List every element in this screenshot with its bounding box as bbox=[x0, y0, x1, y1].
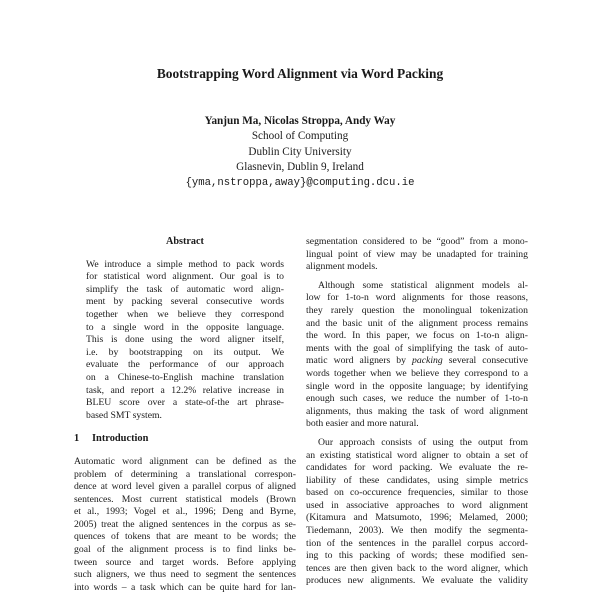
text-line: words together when we believe they correspond to a bbox=[306, 367, 528, 379]
text-line: low for 1-to-n word alignments for those reasons, bbox=[306, 292, 528, 304]
text-line: goal of the alignment process is to find links be- bbox=[74, 544, 296, 556]
right-column bbox=[306, 236, 528, 594]
text-line: evaluate the performance of our approach bbox=[86, 359, 284, 371]
text-line: Although some statistical alignment models al- bbox=[318, 279, 528, 291]
text-line: ing to this packing of words; these modified sen- bbox=[306, 550, 528, 562]
text-line: into words – a task which can be quite hard for lan- bbox=[74, 581, 296, 593]
text-line: problem of determining a translational correspon- bbox=[74, 468, 296, 480]
text-line: tion of the sentences in the parallel corpus accord- bbox=[306, 537, 528, 549]
left-column bbox=[74, 236, 296, 600]
text-line: they rarely question the monolingual tokenization bbox=[306, 304, 528, 316]
text-line: Tiedemann, 2003). We then modify the segmenta- bbox=[306, 525, 528, 537]
paragraph-one-to-n bbox=[306, 280, 528, 431]
text-line: Automatic word alignment can be defined as the bbox=[74, 455, 296, 467]
section-title: Introduction bbox=[92, 433, 149, 445]
text-line: single word in the opposite language; by identifying bbox=[306, 380, 528, 392]
text-line: both easier and more natural. bbox=[306, 418, 419, 430]
text-line: tences are then given back to the word aligner, which bbox=[306, 562, 528, 574]
text-line: task, and report a 12.2% relative increase in bbox=[86, 384, 284, 396]
text-line: together when we believe they correspond bbox=[86, 308, 284, 320]
text-line: ments with the goal of simplifying the task of auto- bbox=[306, 342, 528, 354]
author-email: {yma,nstroppa,away}@computing.dcu.ie bbox=[185, 176, 415, 189]
text-line: et al., 1993; Vogel et al., 1996; Deng and Byrne, bbox=[74, 506, 296, 518]
abstract-text bbox=[86, 259, 284, 423]
text-line: ment by packing several consecutive words bbox=[86, 296, 284, 308]
paragraph-segmentation bbox=[306, 236, 528, 274]
text-line: quences of tokens that are meant to be words; the bbox=[74, 531, 296, 543]
text-line: and the basic unit of the alignment process remains bbox=[306, 317, 528, 329]
packing-line: matic word aligners by packing several consecutive bbox=[306, 355, 528, 367]
text-line: enough such cases, we reduce the number of 1-to-n bbox=[306, 393, 528, 405]
text-line: BLEU score over a state-of-the art phrase- bbox=[86, 397, 284, 409]
text-line: based SMT system. bbox=[86, 409, 162, 421]
text-line: used in associative approaches to word alignment bbox=[306, 499, 528, 511]
text-line: We introduce a simple method to pack words bbox=[86, 258, 284, 270]
author-names: Yanjun Ma, Nicolas Stroppa, Andy Way bbox=[204, 115, 396, 127]
text-line: liability of these candidates, using simple metrics bbox=[306, 474, 528, 486]
text-line: candidates for word packing. We evaluate the re- bbox=[306, 462, 528, 474]
text-line: simplify the task of automatic word align- bbox=[86, 283, 284, 295]
text-line: the word. In this paper, we focus on 1-to-n align- bbox=[306, 330, 528, 342]
paper-title: Bootstrapping Word Alignment via Word Packing bbox=[156, 66, 444, 81]
author-block bbox=[0, 114, 600, 191]
text-line: for statistical word alignment. Our goal is to bbox=[86, 271, 284, 283]
text-line: tween source and target words. Before applying bbox=[74, 556, 296, 568]
text-line: (Kitamura and Matsumoto, 1996; Melamed, 2000; bbox=[306, 512, 528, 524]
text-line: based on co-occurence frequencies, similar to those bbox=[306, 487, 528, 499]
text-line: to a single word in the opposite language. bbox=[86, 321, 284, 333]
packing-emphasis: packing bbox=[412, 355, 443, 367]
text-line: alignments, thus making the task of word alignment bbox=[306, 405, 528, 417]
text-line: segmentation considered to be “good” from a mono- bbox=[306, 236, 528, 247]
section-number: 1 bbox=[74, 433, 80, 445]
introduction-text bbox=[74, 456, 296, 595]
author-university: Dublin City University bbox=[248, 145, 352, 158]
author-department: School of Computing bbox=[251, 130, 349, 143]
text-line: 2005) treat the aligned sentences in the corpus as se- bbox=[74, 518, 296, 530]
abstract-body bbox=[74, 259, 296, 423]
text-line: i.e. by bootstrapping on its output. We bbox=[86, 346, 284, 358]
text-line: on a Chinese-to-English machine translation bbox=[86, 371, 284, 383]
abstract-heading: Abstract bbox=[166, 236, 204, 247]
text-line: sentences. Most current statistical models (Brown bbox=[74, 493, 296, 505]
text-line: dence at word level given a parallel corpus of aligned bbox=[74, 481, 296, 493]
text-line: alignment models. bbox=[306, 261, 378, 273]
text-line: This is done using the word aligner itself, bbox=[86, 334, 284, 346]
section-heading-introduction bbox=[74, 433, 296, 446]
text-line: an existing statistical word aligner to obtain a set of bbox=[306, 449, 528, 461]
text-line: produces new alignments. We evaluate the validity bbox=[306, 575, 528, 587]
paragraph-approach bbox=[306, 437, 528, 588]
text-line: such aligners, we thus need to segment the sentences bbox=[74, 569, 296, 581]
text-line: lingual point of view may be unadapted for training bbox=[306, 248, 528, 260]
text-line: Our approach consists of using the output from bbox=[318, 436, 528, 448]
author-address: Glasnevin, Dublin 9, Ireland bbox=[236, 161, 364, 174]
